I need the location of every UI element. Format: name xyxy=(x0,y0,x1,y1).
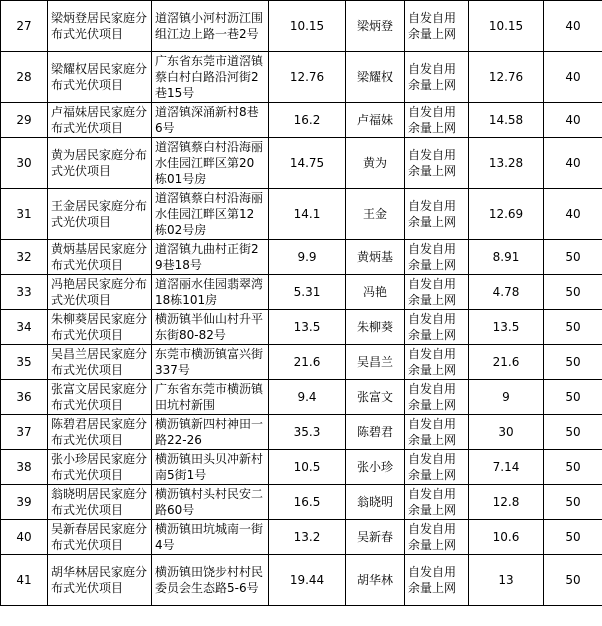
cell-mode: 自发自用余量上网 xyxy=(405,555,469,606)
cell-owner: 胡华林 xyxy=(346,555,405,606)
cell-address: 横沥镇半仙山村升平东街80-82号 xyxy=(152,310,269,345)
cell-owner: 陈碧君 xyxy=(346,415,405,450)
cell-capacity: 5.31 xyxy=(269,275,346,310)
cell-project-name: 王金居民家庭分布式光伏项目 xyxy=(48,189,152,240)
cell-no: 30 xyxy=(1,138,48,189)
table-row xyxy=(1,1,602,52)
cell-no: 36 xyxy=(1,380,48,415)
cell-capacity: 21.6 xyxy=(269,345,346,380)
cell-owner: 吴昌兰 xyxy=(346,345,405,380)
cell-address: 道滘镇深涌新村8巷6号 xyxy=(152,103,269,138)
cell-no: 39 xyxy=(1,485,48,520)
cell-project-name: 梁耀权居民家庭分布式光伏项目 xyxy=(48,52,152,103)
cell-no: 33 xyxy=(1,275,48,310)
table-row xyxy=(1,103,602,138)
cell-value: 50 xyxy=(544,240,602,275)
cell-address: 道滘镇九曲村正街29巷18号 xyxy=(152,240,269,275)
table-row xyxy=(1,380,602,415)
table-row xyxy=(1,345,602,380)
cell-mode: 自发自用余量上网 xyxy=(405,1,469,52)
table-row xyxy=(1,520,602,555)
cell-capacity: 16.5 xyxy=(269,485,346,520)
cell-mode: 自发自用余量上网 xyxy=(405,415,469,450)
cell-value: 50 xyxy=(544,520,602,555)
cell-no: 35 xyxy=(1,345,48,380)
cell-no: 40 xyxy=(1,520,48,555)
cell-value: 50 xyxy=(544,275,602,310)
cell-capacity-2: 4.78 xyxy=(469,275,544,310)
cell-value: 50 xyxy=(544,415,602,450)
cell-capacity: 13.2 xyxy=(269,520,346,555)
cell-owner: 张小珍 xyxy=(346,450,405,485)
table-row xyxy=(1,485,602,520)
table-row xyxy=(1,138,602,189)
cell-mode: 自发自用余量上网 xyxy=(405,485,469,520)
cell-owner: 卢福妹 xyxy=(346,103,405,138)
cell-no: 31 xyxy=(1,189,48,240)
cell-capacity-2: 10.15 xyxy=(469,1,544,52)
cell-value: 40 xyxy=(544,1,602,52)
cell-capacity-2: 12.76 xyxy=(469,52,544,103)
cell-mode: 自发自用余量上网 xyxy=(405,345,469,380)
cell-capacity: 12.76 xyxy=(269,52,346,103)
cell-owner: 冯艳 xyxy=(346,275,405,310)
cell-no: 34 xyxy=(1,310,48,345)
cell-capacity-2: 13.28 xyxy=(469,138,544,189)
cell-value: 40 xyxy=(544,103,602,138)
cell-project-name: 张小珍居民家庭分布式光伏项目 xyxy=(48,450,152,485)
cell-capacity-2: 21.6 xyxy=(469,345,544,380)
cell-capacity: 10.5 xyxy=(269,450,346,485)
cell-value: 50 xyxy=(544,485,602,520)
cell-mode: 自发自用余量上网 xyxy=(405,240,469,275)
cell-address: 广东省东莞市横沥镇田坑村新围 xyxy=(152,380,269,415)
cell-mode: 自发自用余量上网 xyxy=(405,450,469,485)
cell-mode: 自发自用余量上网 xyxy=(405,380,469,415)
cell-capacity: 19.44 xyxy=(269,555,346,606)
cell-capacity-2: 13 xyxy=(469,555,544,606)
table-row xyxy=(1,275,602,310)
cell-value: 50 xyxy=(544,555,602,606)
cell-no: 29 xyxy=(1,103,48,138)
cell-capacity-2: 30 xyxy=(469,415,544,450)
cell-value: 40 xyxy=(544,52,602,103)
table-row xyxy=(1,189,602,240)
cell-no: 38 xyxy=(1,450,48,485)
cell-no: 28 xyxy=(1,52,48,103)
table-row xyxy=(1,450,602,485)
table-body xyxy=(1,1,602,606)
cell-capacity: 14.75 xyxy=(269,138,346,189)
cell-value: 40 xyxy=(544,189,602,240)
cell-project-name: 胡华林居民家庭分布式光伏项目 xyxy=(48,555,152,606)
cell-capacity-2: 14.58 xyxy=(469,103,544,138)
table-row xyxy=(1,555,602,606)
cell-capacity-2: 8.91 xyxy=(469,240,544,275)
table-row xyxy=(1,310,602,345)
cell-mode: 自发自用余量上网 xyxy=(405,138,469,189)
cell-mode: 自发自用余量上网 xyxy=(405,275,469,310)
cell-capacity: 9.9 xyxy=(269,240,346,275)
cell-capacity: 9.4 xyxy=(269,380,346,415)
cell-address: 横沥镇村头村民安二路60号 xyxy=(152,485,269,520)
cell-project-name: 黄炳基居民家庭分布式光伏项目 xyxy=(48,240,152,275)
cell-no: 41 xyxy=(1,555,48,606)
cell-address: 道滘丽水佳园翡翠湾18栋101房 xyxy=(152,275,269,310)
cell-address: 道滘镇蔡白村沿海丽水佳园江畔区第20栋01号房 xyxy=(152,138,269,189)
cell-owner: 王金 xyxy=(346,189,405,240)
cell-capacity-2: 12.8 xyxy=(469,485,544,520)
cell-capacity-2: 10.6 xyxy=(469,520,544,555)
cell-address: 道滘镇蔡白村沿海丽水佳园江畔区第12栋02号房 xyxy=(152,189,269,240)
cell-capacity: 16.2 xyxy=(269,103,346,138)
cell-value: 50 xyxy=(544,380,602,415)
cell-capacity: 14.1 xyxy=(269,189,346,240)
table-row xyxy=(1,415,602,450)
cell-project-name: 朱柳葵居民家庭分布式光伏项目 xyxy=(48,310,152,345)
cell-address: 横沥镇田坑城南一街4号 xyxy=(152,520,269,555)
cell-owner: 梁炳登 xyxy=(346,1,405,52)
cell-project-name: 吴新春居民家庭分布式光伏项目 xyxy=(48,520,152,555)
cell-owner: 黄为 xyxy=(346,138,405,189)
cell-capacity-2: 13.5 xyxy=(469,310,544,345)
cell-no: 32 xyxy=(1,240,48,275)
cell-project-name: 卢福妹居民家庭分布式光伏项目 xyxy=(48,103,152,138)
cell-mode: 自发自用余量上网 xyxy=(405,310,469,345)
cell-no: 37 xyxy=(1,415,48,450)
cell-mode: 自发自用余量上网 xyxy=(405,189,469,240)
cell-project-name: 冯艳居民家庭分布式光伏项目 xyxy=(48,275,152,310)
cell-capacity: 10.15 xyxy=(269,1,346,52)
cell-capacity-2: 9 xyxy=(469,380,544,415)
cell-value: 50 xyxy=(544,450,602,485)
cell-capacity: 35.3 xyxy=(269,415,346,450)
cell-mode: 自发自用余量上网 xyxy=(405,52,469,103)
cell-capacity: 13.5 xyxy=(269,310,346,345)
cell-no: 27 xyxy=(1,1,48,52)
cell-address: 横沥镇田头贝冲新村南5街1号 xyxy=(152,450,269,485)
cell-project-name: 张富文居民家庭分布式光伏项目 xyxy=(48,380,152,415)
cell-project-name: 黄为居民家庭分布式光伏项目 xyxy=(48,138,152,189)
cell-owner: 吴新春 xyxy=(346,520,405,555)
cell-capacity-2: 7.14 xyxy=(469,450,544,485)
table-row xyxy=(1,52,602,103)
cell-owner: 黄炳基 xyxy=(346,240,405,275)
table-row xyxy=(1,240,602,275)
cell-project-name: 梁炳登居民家庭分布式光伏项目 xyxy=(48,1,152,52)
cell-address: 东莞市横沥镇富兴街337号 xyxy=(152,345,269,380)
cell-value: 50 xyxy=(544,310,602,345)
cell-value: 40 xyxy=(544,138,602,189)
cell-address: 横沥镇田饶步村村民委员会生态路5-6号 xyxy=(152,555,269,606)
cell-address: 广东省东莞市道滘镇蔡白村白路沿河街2巷15号 xyxy=(152,52,269,103)
cell-value: 50 xyxy=(544,345,602,380)
cell-address: 道滘镇小河村沥江围组江边上路一巷2号 xyxy=(152,1,269,52)
cell-project-name: 翁晓明居民家庭分布式光伏项目 xyxy=(48,485,152,520)
cell-mode: 自发自用余量上网 xyxy=(405,103,469,138)
cell-owner: 翁晓明 xyxy=(346,485,405,520)
cell-project-name: 陈碧君居民家庭分布式光伏项目 xyxy=(48,415,152,450)
cell-project-name: 吴昌兰居民家庭分布式光伏项目 xyxy=(48,345,152,380)
cell-owner: 张富文 xyxy=(346,380,405,415)
cell-address: 横沥镇新四村神田一路22-26 xyxy=(152,415,269,450)
cell-capacity-2: 12.69 xyxy=(469,189,544,240)
cell-owner: 朱柳葵 xyxy=(346,310,405,345)
cell-mode: 自发自用余量上网 xyxy=(405,520,469,555)
cell-owner: 梁耀权 xyxy=(346,52,405,103)
